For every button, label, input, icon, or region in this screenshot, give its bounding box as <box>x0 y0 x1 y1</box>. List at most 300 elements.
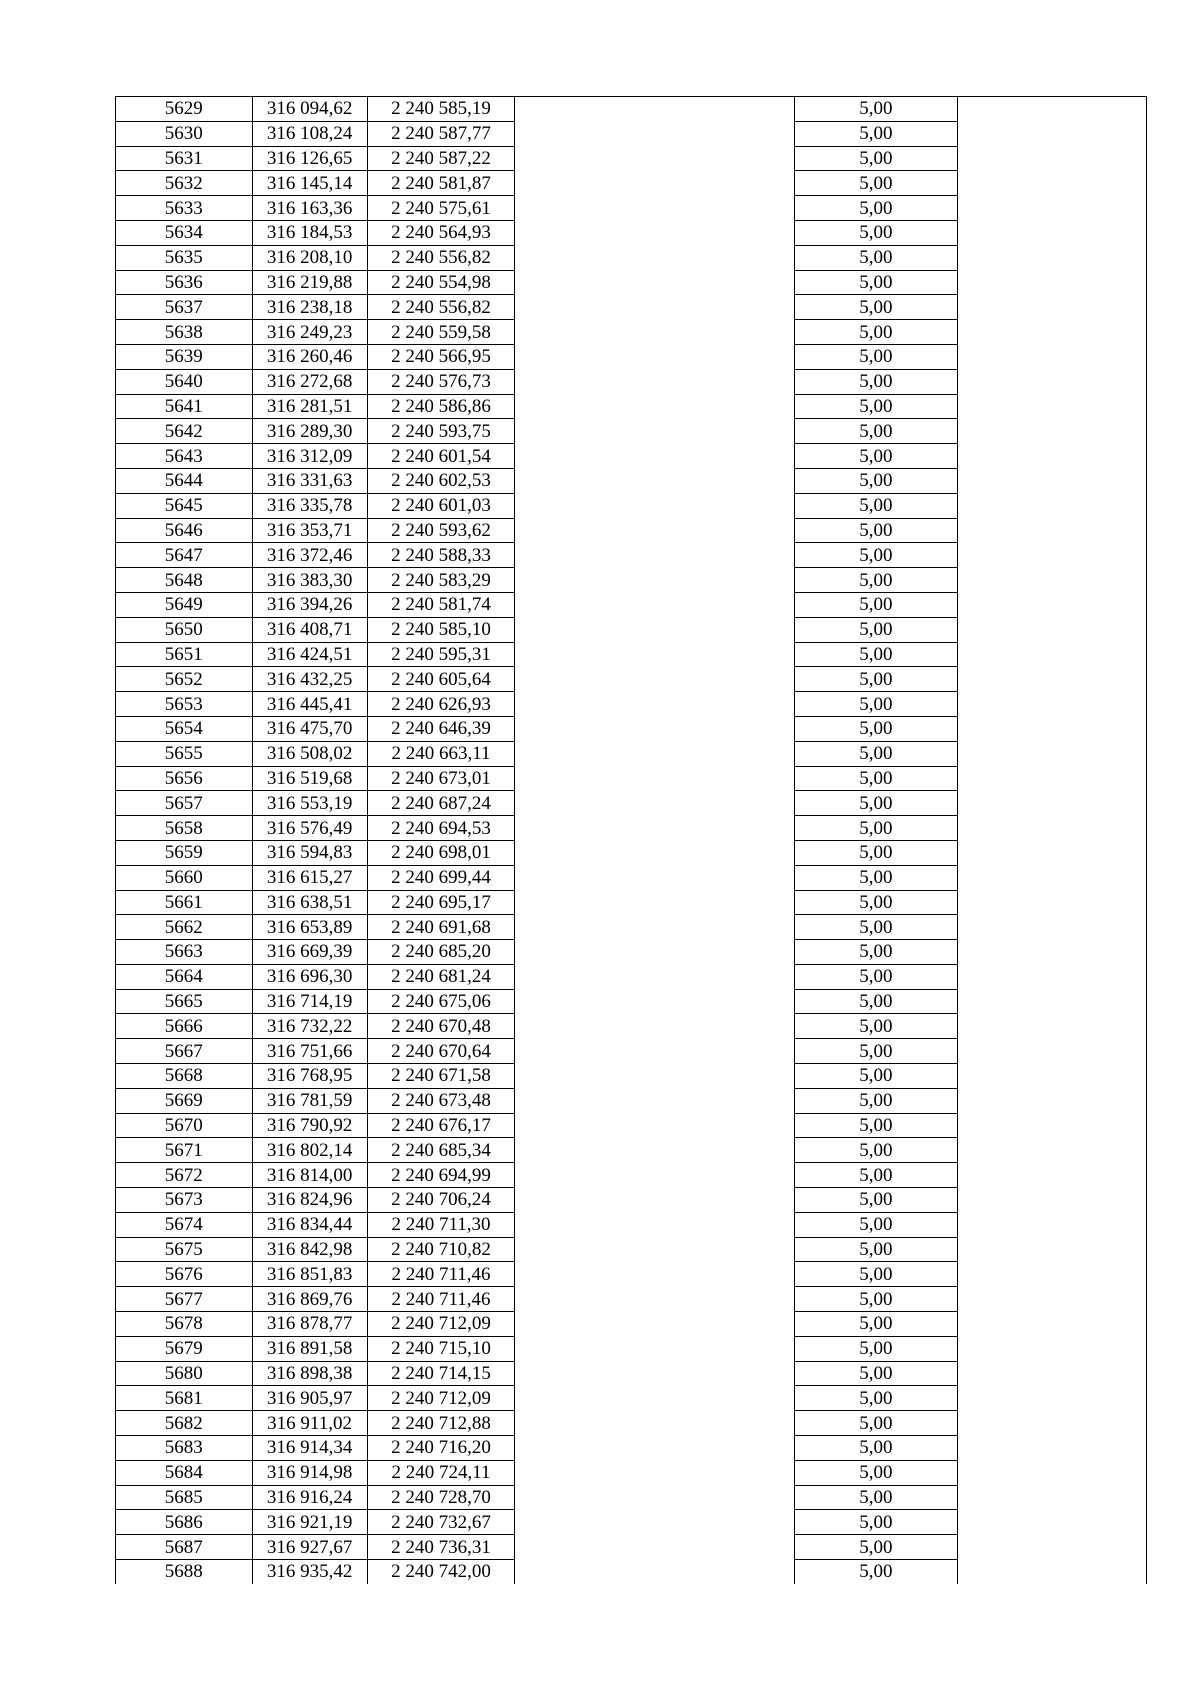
accuracy-cell: 5,00 <box>794 493 957 518</box>
x-coordinate-cell: 316 916,24 <box>252 1485 367 1510</box>
coordinates-table <box>115 96 1147 1584</box>
description-cell <box>515 543 794 568</box>
table-row <box>116 220 1147 245</box>
description-cell <box>515 642 794 667</box>
accuracy-cell: 5,00 <box>794 171 957 196</box>
point-number-cell: 5663 <box>116 940 253 965</box>
description-cell <box>515 741 794 766</box>
x-coordinate-cell: 316 714,19 <box>252 989 367 1014</box>
table-row <box>116 419 1147 444</box>
x-coordinate-cell: 316 891,58 <box>252 1336 367 1361</box>
y-coordinate-cell: 2 240 673,01 <box>367 766 515 791</box>
description-cell <box>515 915 794 940</box>
accuracy-cell: 5,00 <box>794 1485 957 1510</box>
description-cell <box>515 791 794 816</box>
notes-cell <box>958 865 1147 890</box>
table-row <box>116 816 1147 841</box>
x-coordinate-cell: 316 751,66 <box>252 1039 367 1064</box>
notes-cell <box>958 1237 1147 1262</box>
x-coordinate-cell: 316 914,98 <box>252 1460 367 1485</box>
table-row <box>116 692 1147 717</box>
accuracy-cell: 5,00 <box>794 791 957 816</box>
accuracy-cell: 5,00 <box>794 592 957 617</box>
point-number-cell: 5661 <box>116 890 253 915</box>
point-number-cell: 5647 <box>116 543 253 568</box>
notes-cell <box>958 791 1147 816</box>
notes-cell <box>958 915 1147 940</box>
table-row <box>116 1262 1147 1287</box>
point-number-cell: 5648 <box>116 568 253 593</box>
description-cell <box>515 840 794 865</box>
y-coordinate-cell: 2 240 626,93 <box>367 692 515 717</box>
table-row <box>116 444 1147 469</box>
x-coordinate-cell: 316 669,39 <box>252 940 367 965</box>
y-coordinate-cell: 2 240 585,19 <box>367 97 515 122</box>
y-coordinate-cell: 2 240 685,34 <box>367 1138 515 1163</box>
x-coordinate-cell: 316 802,14 <box>252 1138 367 1163</box>
x-coordinate-cell: 316 824,96 <box>252 1188 367 1213</box>
description-cell <box>515 1436 794 1461</box>
y-coordinate-cell: 2 240 556,82 <box>367 295 515 320</box>
notes-cell <box>958 1436 1147 1461</box>
notes-cell <box>958 444 1147 469</box>
description-cell <box>515 146 794 171</box>
table-row <box>116 171 1147 196</box>
y-coordinate-cell: 2 240 712,09 <box>367 1312 515 1337</box>
point-number-cell: 5629 <box>116 97 253 122</box>
table-row <box>116 320 1147 345</box>
x-coordinate-cell: 316 335,78 <box>252 493 367 518</box>
x-coordinate-cell: 316 519,68 <box>252 766 367 791</box>
x-coordinate-cell: 316 696,30 <box>252 964 367 989</box>
description-cell <box>515 592 794 617</box>
notes-cell <box>958 1262 1147 1287</box>
point-number-cell: 5672 <box>116 1163 253 1188</box>
notes-cell <box>958 394 1147 419</box>
notes-cell <box>958 1113 1147 1138</box>
coordinates-table-container <box>115 96 1147 1584</box>
y-coordinate-cell: 2 240 583,29 <box>367 568 515 593</box>
accuracy-cell: 5,00 <box>794 543 957 568</box>
notes-cell <box>958 592 1147 617</box>
x-coordinate-cell: 316 145,14 <box>252 171 367 196</box>
y-coordinate-cell: 2 240 675,06 <box>367 989 515 1014</box>
description-cell <box>515 1212 794 1237</box>
y-coordinate-cell: 2 240 712,09 <box>367 1386 515 1411</box>
point-number-cell: 5685 <box>116 1485 253 1510</box>
x-coordinate-cell: 316 914,34 <box>252 1436 367 1461</box>
accuracy-cell: 5,00 <box>794 196 957 221</box>
x-coordinate-cell: 316 935,42 <box>252 1560 367 1584</box>
accuracy-cell: 5,00 <box>794 642 957 667</box>
x-coordinate-cell: 316 281,51 <box>252 394 367 419</box>
notes-cell <box>958 692 1147 717</box>
notes-cell <box>958 320 1147 345</box>
x-coordinate-cell: 316 184,53 <box>252 220 367 245</box>
accuracy-cell: 5,00 <box>794 989 957 1014</box>
description-cell <box>515 320 794 345</box>
y-coordinate-cell: 2 240 601,03 <box>367 493 515 518</box>
description-cell <box>515 1361 794 1386</box>
table-row <box>116 1560 1147 1584</box>
table-row <box>116 915 1147 940</box>
y-coordinate-cell: 2 240 601,54 <box>367 444 515 469</box>
x-coordinate-cell: 316 594,83 <box>252 840 367 865</box>
table-row <box>116 369 1147 394</box>
y-coordinate-cell: 2 240 576,73 <box>367 369 515 394</box>
point-number-cell: 5683 <box>116 1436 253 1461</box>
description-cell <box>515 369 794 394</box>
x-coordinate-cell: 316 238,18 <box>252 295 367 320</box>
table-row <box>116 890 1147 915</box>
y-coordinate-cell: 2 240 715,10 <box>367 1336 515 1361</box>
notes-cell <box>958 1312 1147 1337</box>
description-cell <box>515 1485 794 1510</box>
accuracy-cell: 5,00 <box>794 121 957 146</box>
table-row <box>116 741 1147 766</box>
y-coordinate-cell: 2 240 564,93 <box>367 220 515 245</box>
x-coordinate-cell: 316 445,41 <box>252 692 367 717</box>
table-row <box>116 196 1147 221</box>
notes-cell <box>958 1535 1147 1560</box>
y-coordinate-cell: 2 240 646,39 <box>367 716 515 741</box>
description-cell <box>515 1138 794 1163</box>
table-row <box>116 667 1147 692</box>
description-cell <box>515 518 794 543</box>
description-cell <box>515 1088 794 1113</box>
description-cell <box>515 394 794 419</box>
accuracy-cell: 5,00 <box>794 766 957 791</box>
point-number-cell: 5688 <box>116 1560 253 1584</box>
x-coordinate-cell: 316 834,44 <box>252 1212 367 1237</box>
accuracy-cell: 5,00 <box>794 1163 957 1188</box>
notes-cell <box>958 890 1147 915</box>
y-coordinate-cell: 2 240 728,70 <box>367 1485 515 1510</box>
accuracy-cell: 5,00 <box>794 890 957 915</box>
x-coordinate-cell: 316 781,59 <box>252 1088 367 1113</box>
notes-cell <box>958 1386 1147 1411</box>
description-cell <box>515 766 794 791</box>
point-number-cell: 5664 <box>116 964 253 989</box>
accuracy-cell: 5,00 <box>794 1535 957 1560</box>
accuracy-cell: 5,00 <box>794 940 957 965</box>
y-coordinate-cell: 2 240 588,33 <box>367 543 515 568</box>
accuracy-cell: 5,00 <box>794 270 957 295</box>
accuracy-cell: 5,00 <box>794 1287 957 1312</box>
description-cell <box>515 270 794 295</box>
description-cell <box>515 97 794 122</box>
y-coordinate-cell: 2 240 716,20 <box>367 1436 515 1461</box>
point-number-cell: 5634 <box>116 220 253 245</box>
accuracy-cell: 5,00 <box>794 1262 957 1287</box>
point-number-cell: 5643 <box>116 444 253 469</box>
description-cell <box>515 692 794 717</box>
accuracy-cell: 5,00 <box>794 1014 957 1039</box>
point-number-cell: 5667 <box>116 1039 253 1064</box>
table-row <box>116 617 1147 642</box>
x-coordinate-cell: 316 408,71 <box>252 617 367 642</box>
point-number-cell: 5673 <box>116 1188 253 1213</box>
y-coordinate-cell: 2 240 724,11 <box>367 1460 515 1485</box>
description-cell <box>515 568 794 593</box>
notes-cell <box>958 270 1147 295</box>
table-row <box>116 1138 1147 1163</box>
accuracy-cell: 5,00 <box>794 1386 957 1411</box>
y-coordinate-cell: 2 240 711,30 <box>367 1212 515 1237</box>
x-coordinate-cell: 316 615,27 <box>252 865 367 890</box>
table-row <box>116 1436 1147 1461</box>
point-number-cell: 5659 <box>116 840 253 865</box>
table-row <box>116 270 1147 295</box>
accuracy-cell: 5,00 <box>794 568 957 593</box>
x-coordinate-cell: 316 921,19 <box>252 1510 367 1535</box>
accuracy-cell: 5,00 <box>794 865 957 890</box>
table-row <box>116 964 1147 989</box>
notes-cell <box>958 1212 1147 1237</box>
x-coordinate-cell: 316 732,22 <box>252 1014 367 1039</box>
x-coordinate-cell: 316 898,38 <box>252 1361 367 1386</box>
point-number-cell: 5630 <box>116 121 253 146</box>
table-row <box>116 344 1147 369</box>
table-row <box>116 568 1147 593</box>
accuracy-cell: 5,00 <box>794 518 957 543</box>
table-row <box>116 940 1147 965</box>
accuracy-cell: 5,00 <box>794 1064 957 1089</box>
accuracy-cell: 5,00 <box>794 1336 957 1361</box>
notes-cell <box>958 667 1147 692</box>
coordinates-table-body <box>116 97 1147 1584</box>
point-number-cell: 5676 <box>116 1262 253 1287</box>
table-row <box>116 1163 1147 1188</box>
y-coordinate-cell: 2 240 714,15 <box>367 1361 515 1386</box>
y-coordinate-cell: 2 240 711,46 <box>367 1287 515 1312</box>
accuracy-cell: 5,00 <box>794 741 957 766</box>
description-cell <box>515 1312 794 1337</box>
x-coordinate-cell: 316 312,09 <box>252 444 367 469</box>
point-number-cell: 5641 <box>116 394 253 419</box>
notes-cell <box>958 146 1147 171</box>
table-row <box>116 518 1147 543</box>
table-row <box>116 1361 1147 1386</box>
point-number-cell: 5642 <box>116 419 253 444</box>
description-cell <box>515 890 794 915</box>
point-number-cell: 5657 <box>116 791 253 816</box>
table-row <box>116 1287 1147 1312</box>
description-cell <box>515 989 794 1014</box>
table-row <box>116 121 1147 146</box>
table-row <box>116 245 1147 270</box>
y-coordinate-cell: 2 240 581,74 <box>367 592 515 617</box>
accuracy-cell: 5,00 <box>794 1212 957 1237</box>
description-cell <box>515 1163 794 1188</box>
notes-cell <box>958 1088 1147 1113</box>
y-coordinate-cell: 2 240 712,88 <box>367 1411 515 1436</box>
table-row <box>116 1386 1147 1411</box>
description-cell <box>515 1336 794 1361</box>
notes-cell <box>958 1138 1147 1163</box>
description-cell <box>515 1188 794 1213</box>
y-coordinate-cell: 2 240 575,61 <box>367 196 515 221</box>
table-row <box>116 840 1147 865</box>
accuracy-cell: 5,00 <box>794 816 957 841</box>
y-coordinate-cell: 2 240 554,98 <box>367 270 515 295</box>
description-cell <box>515 171 794 196</box>
notes-cell <box>958 568 1147 593</box>
notes-cell <box>958 369 1147 394</box>
table-row <box>116 989 1147 1014</box>
notes-cell <box>958 121 1147 146</box>
description-cell <box>515 1039 794 1064</box>
point-number-cell: 5684 <box>116 1460 253 1485</box>
point-number-cell: 5658 <box>116 816 253 841</box>
y-coordinate-cell: 2 240 694,53 <box>367 816 515 841</box>
table-row <box>116 642 1147 667</box>
table-row <box>116 1188 1147 1213</box>
description-cell <box>515 940 794 965</box>
description-cell <box>515 1411 794 1436</box>
notes-cell <box>958 419 1147 444</box>
point-number-cell: 5668 <box>116 1064 253 1089</box>
y-coordinate-cell: 2 240 742,00 <box>367 1560 515 1584</box>
accuracy-cell: 5,00 <box>794 1312 957 1337</box>
accuracy-cell: 5,00 <box>794 1237 957 1262</box>
description-cell <box>515 1510 794 1535</box>
description-cell <box>515 196 794 221</box>
table-row <box>116 1312 1147 1337</box>
notes-cell <box>958 816 1147 841</box>
y-coordinate-cell: 2 240 694,99 <box>367 1163 515 1188</box>
description-cell <box>515 816 794 841</box>
accuracy-cell: 5,00 <box>794 1460 957 1485</box>
accuracy-cell: 5,00 <box>794 419 957 444</box>
accuracy-cell: 5,00 <box>794 1436 957 1461</box>
y-coordinate-cell: 2 240 586,86 <box>367 394 515 419</box>
table-row <box>116 1212 1147 1237</box>
notes-cell <box>958 840 1147 865</box>
table-row <box>116 1485 1147 1510</box>
notes-cell <box>958 220 1147 245</box>
notes-cell <box>958 1188 1147 1213</box>
accuracy-cell: 5,00 <box>794 97 957 122</box>
description-cell <box>515 1014 794 1039</box>
notes-cell <box>958 940 1147 965</box>
x-coordinate-cell: 316 508,02 <box>252 741 367 766</box>
table-row <box>116 1014 1147 1039</box>
y-coordinate-cell: 2 240 670,48 <box>367 1014 515 1039</box>
accuracy-cell: 5,00 <box>794 146 957 171</box>
notes-cell <box>958 1163 1147 1188</box>
point-number-cell: 5645 <box>116 493 253 518</box>
point-number-cell: 5652 <box>116 667 253 692</box>
notes-cell <box>958 1039 1147 1064</box>
point-number-cell: 5666 <box>116 1014 253 1039</box>
accuracy-cell: 5,00 <box>794 1510 957 1535</box>
notes-cell <box>958 518 1147 543</box>
description-cell <box>515 617 794 642</box>
table-row <box>116 1411 1147 1436</box>
notes-cell <box>958 964 1147 989</box>
table-row <box>116 295 1147 320</box>
accuracy-cell: 5,00 <box>794 716 957 741</box>
point-number-cell: 5640 <box>116 369 253 394</box>
x-coordinate-cell: 316 126,65 <box>252 146 367 171</box>
y-coordinate-cell: 2 240 559,58 <box>367 320 515 345</box>
description-cell <box>515 865 794 890</box>
x-coordinate-cell: 316 208,10 <box>252 245 367 270</box>
notes-cell <box>958 716 1147 741</box>
description-cell <box>515 1113 794 1138</box>
description-cell <box>515 1560 794 1584</box>
point-number-cell: 5644 <box>116 468 253 493</box>
y-coordinate-cell: 2 240 663,11 <box>367 741 515 766</box>
y-coordinate-cell: 2 240 566,95 <box>367 344 515 369</box>
x-coordinate-cell: 316 353,71 <box>252 518 367 543</box>
y-coordinate-cell: 2 240 605,64 <box>367 667 515 692</box>
point-number-cell: 5639 <box>116 344 253 369</box>
table-row <box>116 1336 1147 1361</box>
description-cell <box>515 1064 794 1089</box>
point-number-cell: 5633 <box>116 196 253 221</box>
notes-cell <box>958 989 1147 1014</box>
point-number-cell: 5681 <box>116 1386 253 1411</box>
description-cell <box>515 716 794 741</box>
accuracy-cell: 5,00 <box>794 840 957 865</box>
accuracy-cell: 5,00 <box>794 1088 957 1113</box>
table-row <box>116 394 1147 419</box>
accuracy-cell: 5,00 <box>794 617 957 642</box>
x-coordinate-cell: 316 638,51 <box>252 890 367 915</box>
x-coordinate-cell: 316 163,36 <box>252 196 367 221</box>
x-coordinate-cell: 316 790,92 <box>252 1113 367 1138</box>
description-cell <box>515 468 794 493</box>
notes-cell <box>958 1287 1147 1312</box>
x-coordinate-cell: 316 372,46 <box>252 543 367 568</box>
x-coordinate-cell: 316 219,88 <box>252 270 367 295</box>
x-coordinate-cell: 316 869,76 <box>252 1287 367 1312</box>
y-coordinate-cell: 2 240 671,58 <box>367 1064 515 1089</box>
x-coordinate-cell: 316 331,63 <box>252 468 367 493</box>
notes-cell <box>958 97 1147 122</box>
x-coordinate-cell: 316 576,49 <box>252 816 367 841</box>
description-cell <box>515 444 794 469</box>
description-cell <box>515 1237 794 1262</box>
notes-cell <box>958 1064 1147 1089</box>
notes-cell <box>958 493 1147 518</box>
point-number-cell: 5649 <box>116 592 253 617</box>
x-coordinate-cell: 316 094,62 <box>252 97 367 122</box>
description-cell <box>515 964 794 989</box>
point-number-cell: 5635 <box>116 245 253 270</box>
description-cell <box>515 121 794 146</box>
table-row <box>116 766 1147 791</box>
notes-cell <box>958 1460 1147 1485</box>
accuracy-cell: 5,00 <box>794 1188 957 1213</box>
accuracy-cell: 5,00 <box>794 964 957 989</box>
point-number-cell: 5651 <box>116 642 253 667</box>
point-number-cell: 5670 <box>116 1113 253 1138</box>
y-coordinate-cell: 2 240 736,31 <box>367 1535 515 1560</box>
accuracy-cell: 5,00 <box>794 1361 957 1386</box>
x-coordinate-cell: 316 911,02 <box>252 1411 367 1436</box>
description-cell <box>515 220 794 245</box>
y-coordinate-cell: 2 240 706,24 <box>367 1188 515 1213</box>
notes-cell <box>958 1411 1147 1436</box>
notes-cell <box>958 1510 1147 1535</box>
point-number-cell: 5662 <box>116 915 253 940</box>
description-cell <box>515 1386 794 1411</box>
description-cell <box>515 1287 794 1312</box>
notes-cell <box>958 766 1147 791</box>
